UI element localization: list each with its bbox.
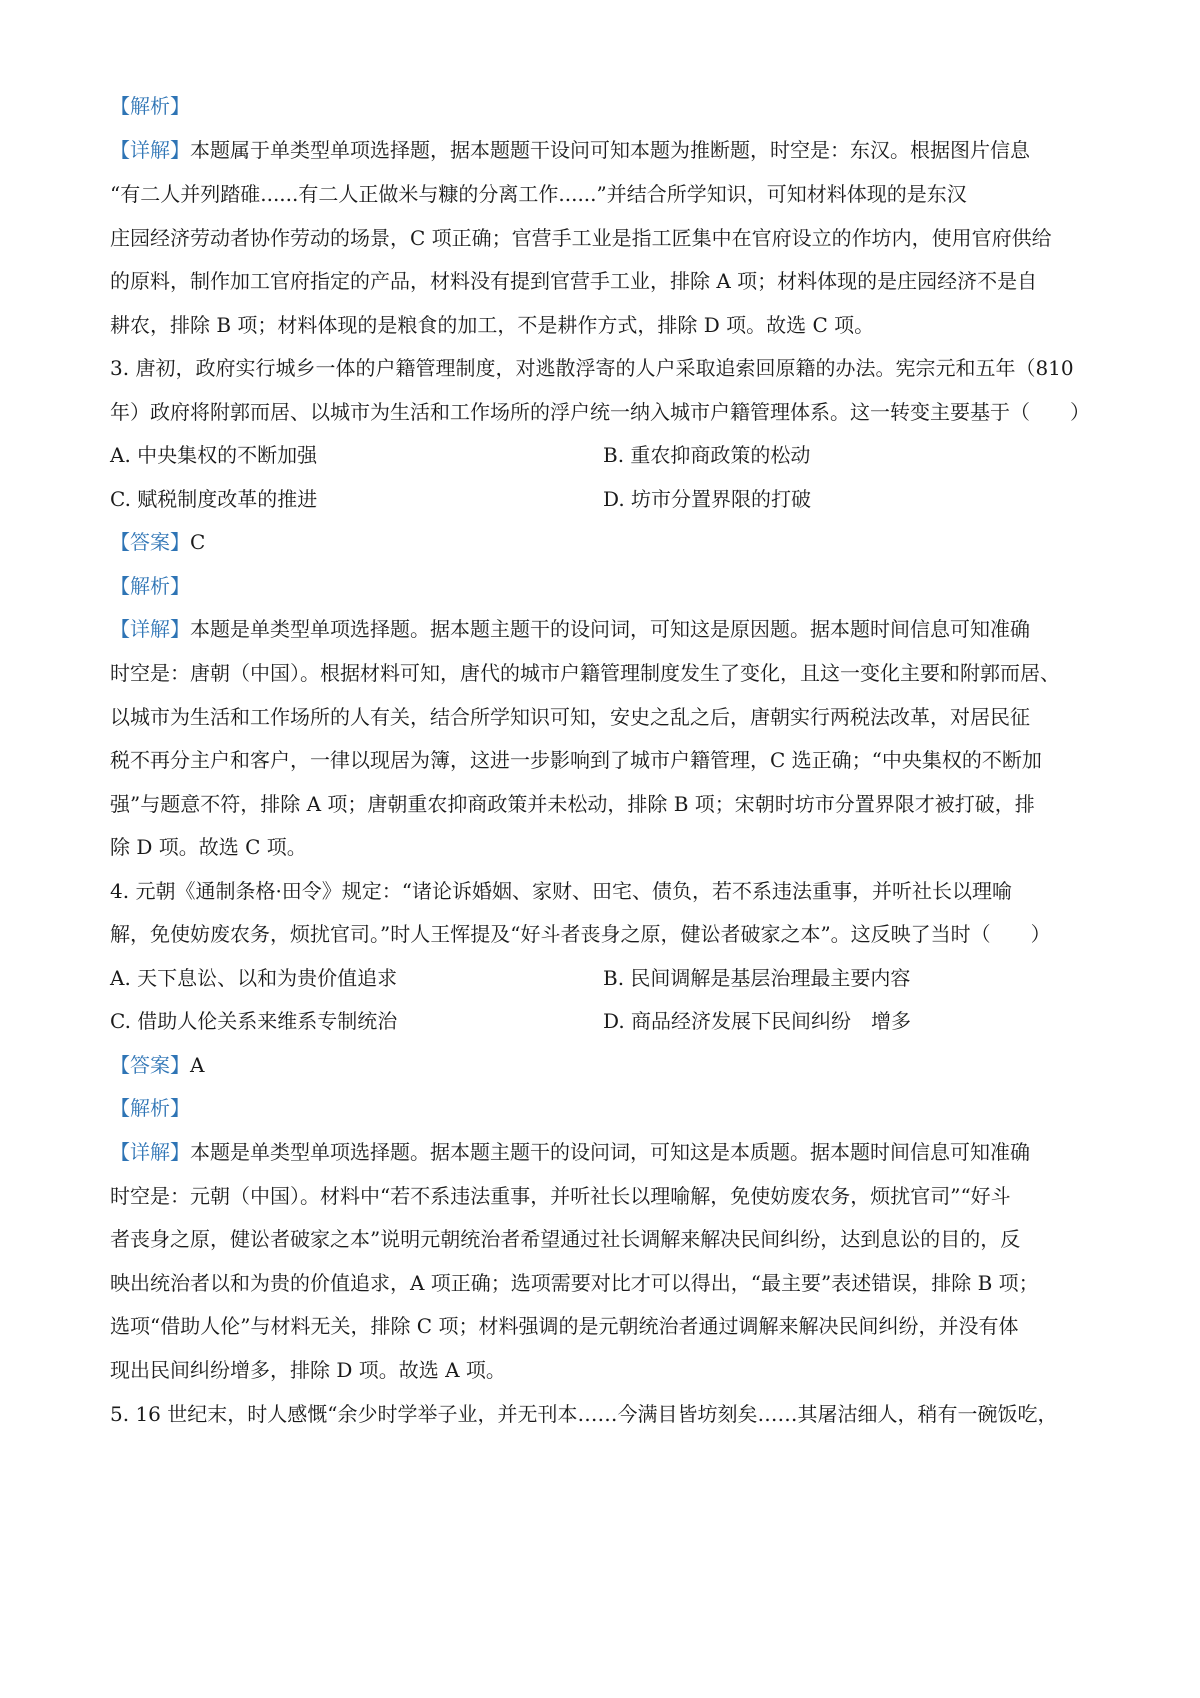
q3-detail-line	[110, 615, 1100, 643]
q2-detail-line: “有二人并列踏碓......有二人正做米与糠的分离工作......”并结合所学知识，可知材料体现的是东汉	[110, 182, 967, 206]
q4-detail-line: 者丧身之原，健讼者破家之本”说明元朝统治者希望通过社长调解来解决民间纠纷，达到息讼的目的，反	[110, 1227, 1021, 1251]
q3-option-a: A. 中央集权的不断加强	[110, 443, 318, 467]
answer-value: A	[190, 1053, 205, 1077]
q4-analysis-label	[110, 1094, 1100, 1122]
detail-text: 本题是单类型单项选择题。据本题主题干的设问词，可知这是本质题。据本题时间信息可知准确	[190, 1140, 1030, 1164]
q4-detail-line	[110, 1138, 1100, 1166]
q3-option-d: D. 坊市分置界限的打破	[603, 487, 812, 511]
q3-detail-line: 税不再分主户和客户，一律以现居为簿，这进一步影响到了城市户籍管理，C 选正确；“中央集权的不断加	[110, 748, 1042, 772]
q4-detail-line: 时空是：元朝（中国）。材料中“若不系违法重事，并听社长以理喻解，免使妨废农务，烦扰官司”“好斗	[110, 1184, 1011, 1208]
q2-detail-line: 庄园经济劳动者协作劳动的场景，C 项正确；官营手工业是指工匠集中在官府设立的作坊内，使用官府供给	[110, 226, 1052, 250]
q3-detail-line: 除 D 项。故选 C 项。	[110, 835, 307, 859]
analysis-tag: 【解析】	[110, 574, 190, 598]
detail-tag: 【详解】	[110, 617, 190, 641]
analysis-tag: 【解析】	[110, 1096, 190, 1120]
q4-detail-line: 选项“借助人伦”与材料无关，排除 C 项；材料强调的是元朝统治者通过调解来解决民间纠纷，并没有体	[110, 1314, 1019, 1338]
analysis-tag: 【解析】	[110, 94, 190, 118]
analysis-label	[110, 92, 1100, 120]
q4-detail-line: 现出民间纠纷增多，排除 D 项。故选 A 项。	[110, 1358, 506, 1382]
q3-option-b: B. 重农抑商政策的松动	[603, 443, 811, 467]
q5-stem-line: 5. 16 世纪末，时人感慨“余少时学举子业，并无刊本……今满目皆坊刻矣……其屠沽细人，稍有一碗饭吃，	[110, 1402, 1058, 1426]
detail-tag: 【详解】	[110, 138, 190, 162]
detail-text: 本题是单类型单项选择题。据本题主题干的设问词，可知这是原因题。据本题时间信息可知准确	[190, 617, 1030, 641]
q2-detail-line: 耕农，排除 B 项；材料体现的是粮食的加工，不是耕作方式，排除 D 项。故选 C 项。	[110, 313, 875, 337]
answer-tag: 【答案】	[110, 530, 190, 554]
q3-analysis-label	[110, 572, 1100, 600]
q4-option-a: A. 天下息讼、以和为贵价值追求	[110, 966, 398, 990]
q3-option-c: C. 赋税制度改革的推进	[110, 487, 318, 511]
q4-stem-line: 解，免使妨废农务，烦扰官司。”时人王恽提及“好斗者丧身之原，健讼者破家之本”。这反映了当时（ ）	[110, 922, 1051, 946]
q4-detail-line: 映出统治者以和为贵的价值追求，A 项正确；选项需要对比才可以得出，“最主要”表述错误，排除 B 项；	[110, 1271, 1039, 1295]
q4-option-d: D. 商品经济发展下民间纠纷 增多	[603, 1009, 912, 1033]
q4-stem-line: 4. 元朝《通制条格·田令》规定：“诸论诉婚姻、家财、田宅、债负，若不系违法重事，并听社长以理喻	[110, 879, 1013, 903]
q3-detail-line: 以城市为生活和工作场所的人有关，结合所学知识可知，安史之乱之后，唐朝实行两税法改革，对居民征	[110, 705, 1030, 729]
q3-detail-line: 时空是：唐朝（中国）。根据材料可知，唐代的城市户籍管理制度发生了变化，且这一变化主要和附郭而居、	[110, 661, 1060, 685]
detail-text: 本题属于单类型单项选择题，据本题题干设问可知本题为推断题，时空是：东汉。根据图片信息	[190, 138, 1030, 162]
answer-value: C	[190, 530, 206, 554]
q3-stem-line: 3. 唐初，政府实行城乡一体的户籍管理制度，对逃散浮寄的人户采取追索回原籍的办法。宪宗元和五年（810	[110, 356, 1074, 380]
q4-option-c: C. 借助人伦关系来维系专制统治	[110, 1009, 398, 1033]
detail-tag: 【详解】	[110, 1140, 190, 1164]
answer-tag: 【答案】	[110, 1053, 190, 1077]
q2-detail-line: 的原料，制作加工官府指定的产品，材料没有提到官营手工业，排除 A 项；材料体现的是庄园经济不是自	[110, 269, 1038, 293]
q3-answer	[110, 528, 1100, 556]
q4-option-b: B. 民间调解是基层治理最主要内容	[603, 966, 911, 990]
q4-answer	[110, 1051, 1100, 1079]
q3-detail-line: 强”与题意不符，排除 A 项；唐朝重农抑商政策并未松动，排除 B 项；宋朝时坊市分置界限才被打破，排	[110, 792, 1035, 816]
q2-detail-line	[110, 136, 1100, 164]
q3-stem-line: 年）政府将附郭而居、以城市为生活和工作场所的浮户统一纳入城市户籍管理体系。这一转变主要基于（ ）	[110, 400, 1090, 424]
